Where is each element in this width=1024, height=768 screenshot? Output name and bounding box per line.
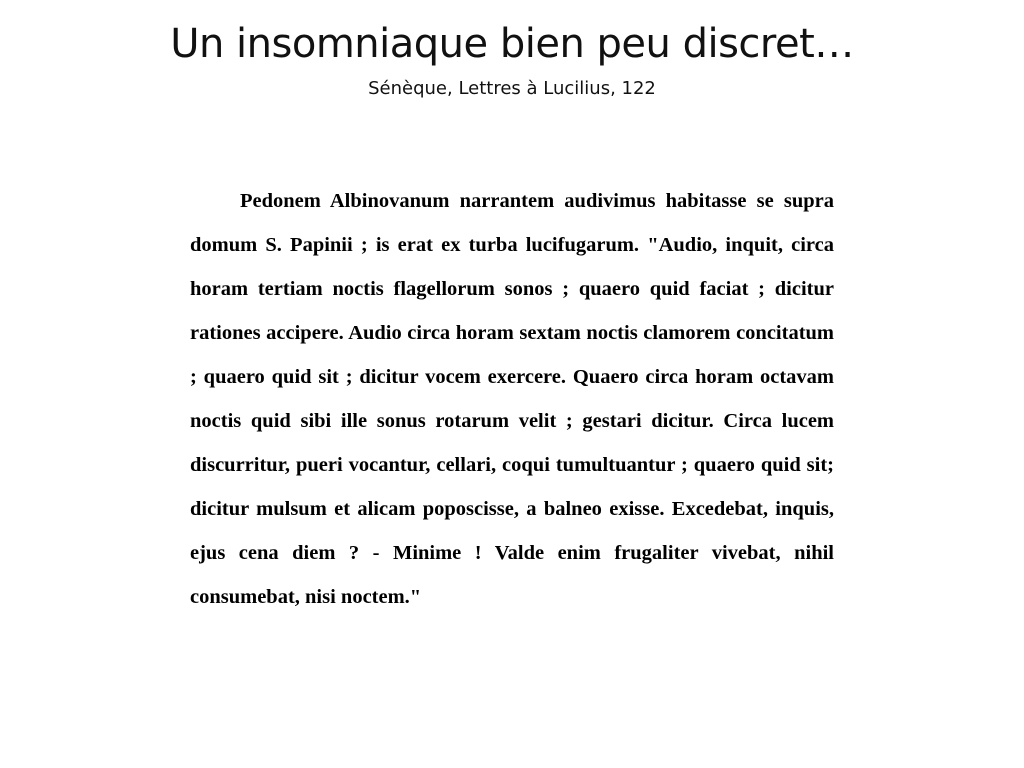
slide-subtitle: Sénèque, Lettres à Lucilius, 122	[368, 78, 656, 99]
latin-passage: Pedonem Albinovanum narrantem audivimus habitasse se supra domum S. Papinii ; is erat ex turba lucifugarum. "Audio, inquit, circa horam tertiam noctis flagellorum sonos ; quaero quid faciat ; dicitur rationes accipere. Audio circa horam sextam noctis clamorem concitatum ; quaero quid sit ; dicitur vocem exercere. Quaero circa horam octavam noctis quid sibi ille sonus rotarum velit ; gestari dicitur. Circa lucem discurritur, pueri vocantur, cellari, coqui tumultuantur ; quaero quid sit; dicitur mulsum et alicam poposcisse, a balneo exisse. Excedebat, inquis, ejus cena diem ? - Minime ! Valde enim frugaliter vivebat, nihil consumebat, nisi noctem."	[190, 190, 834, 608]
slide-title: Un insomniaque bien peu discret…	[170, 21, 854, 67]
